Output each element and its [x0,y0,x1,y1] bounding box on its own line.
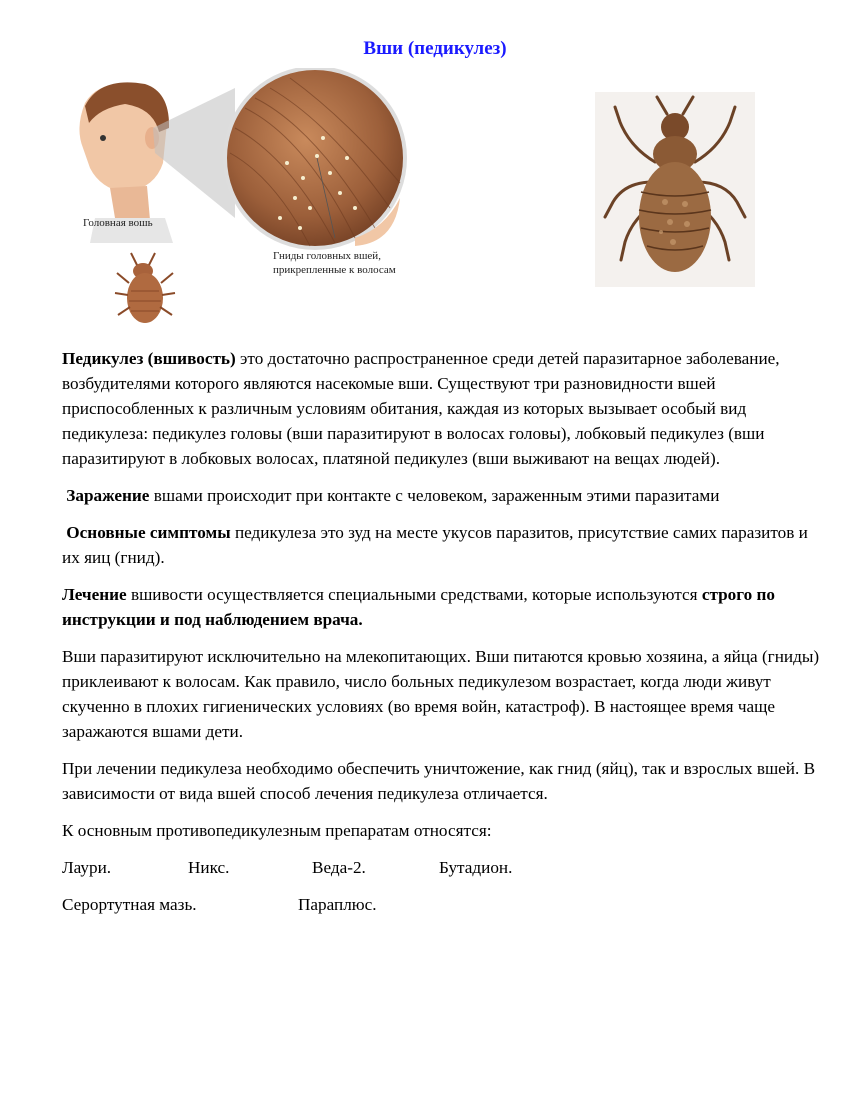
infection-text: вшами происходит при контакте с человеком, зараженным этими паразитами [149,486,720,505]
paragraph-infection [62,483,822,508]
paragraph-parasites: Вши паразитируют исключительно на млекопитающих. Вши питаются кровью хозяина, а яйца (гниды) приклеивают к волосам. Как правило, число больных педикулезом возрастает, когда люди живут скученно в плохих гигиенических условиях (во время войн, катастроф). В настоящее время чаще заражаются вшами дети. [62,647,820,741]
drug-item: Параплюс. [298,895,377,914]
paragraph-treatment-details: При лечении педикулеза необходимо обеспечить уничтожение, как гнид (яйц), так и взрослых вшей. В зависимости от вида вшей способ лечения педикулеза отличается. [62,759,816,803]
louse-caption: Головная вошь [83,217,153,229]
paragraph-treatment [62,582,822,632]
drug-item: Никс. [188,858,230,877]
head-louse-illustration [115,253,175,323]
article-body [62,346,822,929]
term-pediculosis: Педикулез (вшивость) [62,349,236,368]
page-title: Вши (педикулез) [363,38,507,59]
drug-item: Веда-2. [312,858,366,877]
louse-photo [595,92,755,287]
paragraph-drugs-intro: К основным противопедикулезным препаратам относятся: [62,821,492,840]
term-treatment: Лечение [62,585,127,604]
paragraph-symptoms [62,520,822,570]
intro-text: это достаточно распространенное среди детей паразитарное заболевание, возбудителями которого являются насекомые вши. Существуют три разновидности вшей приспособленных к различным условиям обитания, каждая из которых вызывает особый вид педикулеза: педикулез головы (вши паразитируют в волосах головы), лобковый педикулез (вши паразитируют в лобковых волосах, платяной педикулез (вши выживают на вещах людей). [62,349,780,468]
drug-item: Лаури. [62,858,112,877]
drug-item: Серортутная мазь. [62,895,197,914]
paragraph-intro [62,346,822,471]
treatment-warning: строго по инструкции и под наблюдением врача. [62,585,776,629]
term-infection: Заражение [66,486,150,505]
treatment-text: вшивости осуществляется специальными средствами, которые используются [126,585,702,604]
term-symptoms: Основные симптомы [66,523,231,542]
lice-illustration [55,68,435,338]
magnified-hair-illustration [225,68,405,248]
drug-item: Бутадион. [439,858,513,877]
drugs-row-2 [62,892,822,917]
nits-caption-line2: прикрепленные к волосам [273,264,396,276]
symptoms-text: педикулеза это зуд на месте укусов паразитов, присутствие самих паразитов и их яиц (гнид). [62,523,808,567]
nits-caption-line1: Гниды головных вшей, [273,250,381,262]
drugs-row-1 [62,855,822,880]
